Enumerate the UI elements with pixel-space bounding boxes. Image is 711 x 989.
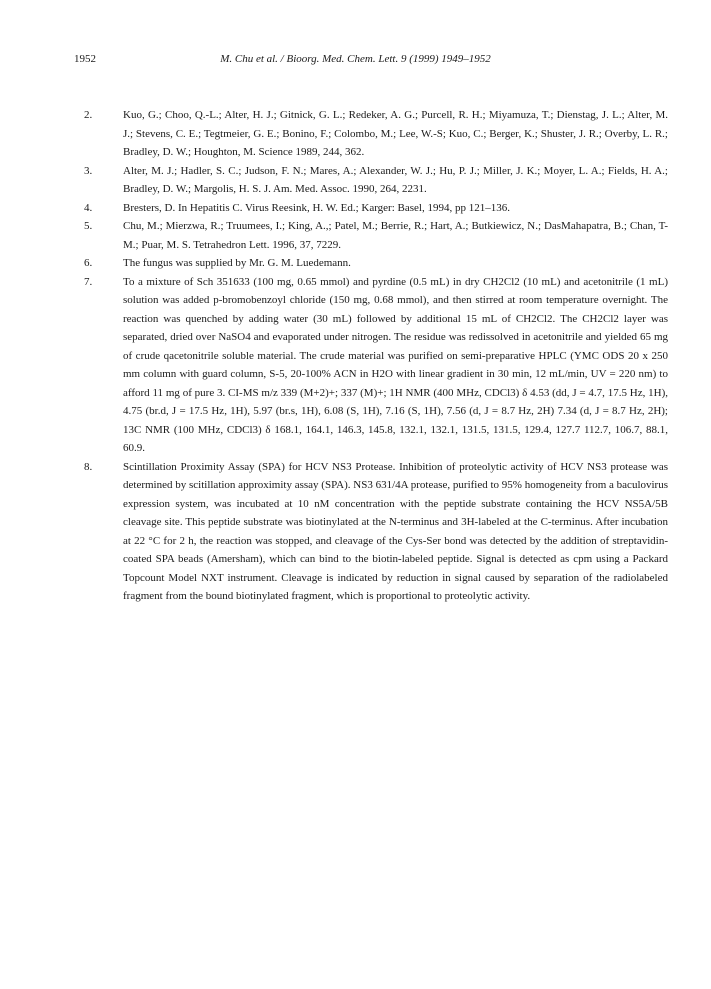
page-number: 1952 [74,53,96,65]
reference-8 [74,458,668,606]
references-list [74,106,668,606]
running-header: M. Chu et al. / Bioorg. Med. Chem. Lett. 9 (1999) 1949–1952 [220,53,491,65]
reference-7 [74,273,668,458]
reference-2 [74,106,668,162]
reference-5 [74,217,668,254]
reference-number: 8. [84,460,93,473]
reference-number: 3. [84,164,93,177]
reference-text: Chu, M.; Mierzwa, R.; Truumees, I.; King, A.,; Patel, M.; Berrie, R.; Hart, A.; Butkiewicz, N.; DasMahapatra, B.; Chan, T-M.; Puar, M. S. Tetrahedron Lett. 1996, 37, 7229. [123,220,668,251]
reference-text: Kuo, G.; Choo, Q.-L.; Alter, H. J.; Gitnick, G. L.; Redeker, A. G.; Purcell, R. H.; Miyamuza, T.; Dienstag, J. L.; Alter, M. J.; Stevens, C. E.; Tegtmeier, G. E.; Bonino, F.; Colombo, M.; Lee, W.-S; Kuo, C.; Berger, K.; Shuster, J. R.; Overby, L. R.; Bradley, D. W.; Houghton, M. Science 1989, 244, 362. [123,109,668,158]
reference-number: 2. [84,109,93,121]
reference-3 [74,162,668,199]
reference-number: 4. [84,201,93,214]
reference-6 [74,254,668,273]
reference-text: The fungus was supplied by Mr. G. M. Luedemann. [123,257,351,269]
reference-number: 6. [84,257,93,269]
reference-text: Alter, M. J.; Hadler, S. C.; Judson, F. N.; Mares, A.; Alexander, W. J.; Hu, P. J.; Miller, J. K.; Moyer, L. A.; Fields, H. A.; Bradley, D. W.; Margolis, H. S. J. Am. Med. Assoc. 1990, 264, 2231. [123,164,668,195]
reference-number: 7. [84,275,93,288]
reference-text: Scintillation Proximity Assay (SPA) for HCV NS3 Protease. Inhibition of proteolytic activity of HCV NS3 protease was determined by scitillation approximity assay (SPA). NS3 631/4A protease, purified to 95% homogeneity from a baculovirus expression system, was incubated at 10 nM concentration with the peptide substrate containing the HCV NS5A/5B cleavage site. This peptide substrate was biotinylated at the N-terminus and 3H-labeled at the C-terminus. After incubation at 22 °C for 2 h, the reaction was stopped, and cleavage of the Cys-Ser bond was detected by the addition of streptavidin-coated SPA beads (Amersham), which can bind to the biotin-labeled peptide. Signal is detected as cpm using a Packard Topcount Model NXT instrument. Cleavage is indicated by reduction in signal caused by separation of the radiolabeled fragment from the bound biotinylated fragment, which is proportional to proteolytic activity. [123,460,668,602]
reference-text: To a mixture of Sch 351633 (100 mg, 0.65 mmol) and pyrdine (0.5 mL) in dry CH2Cl2 (10 mL) and acetonitrile (1 mL) solution was added p-bromobenzoyl chloride (150 mg, 0.68 mmol), and then stirred at room temperature overnight. The reaction was quenched by adding water (30 mL) followed by additional 15 mL of CH2Cl2. The CH2Cl2 layer was separated, dried over NaSO4 and evaporated under nitrogen. The residue was redissolved in acetonitrile and yielded 65 mg of crude qacetonitrile soluble material. The crude material was purified on semi-preparative HPLC (YMC ODS 20 x 250 mm column with guard column, S-5, 20-100% ACN in H2O with linear gradient in 30 min, 12 mL/min, UV = 220 nm) to afford 11 mg of pure 3. CI-MS m/z 339 (M+2)+; 337 (M)+; 1H NMR (400 MHz, CDCl3) δ 4.53 (dd, J = 4.7, 17.5 Hz, 1H), 4.75 (br.d, J = 17.5 Hz, 1H), 5.97 (br.s, 1H), 6.08 (S, 1H), 7.16 (S, 1H), 7.56 (d, J = 8.7 Hz, 2H) 7.34 (d, J = 8.7 Hz, 2H); 13C NMR (100 MHz, CDCl3) δ 168.1, 164.1, 146.3, 145.8, 132.1, 132.1, 131.5, 131.5, 129.4, 127.7 112.7, 106.7, 88.1, 60.9. [123,275,668,454]
reference-text: Bresters, D. In Hepatitis C. Virus Reesink, H. W. Ed.; Karger: Basel, 1994, pp 121–136. [123,201,510,214]
reference-4 [74,199,668,218]
reference-number: 5. [84,220,93,232]
